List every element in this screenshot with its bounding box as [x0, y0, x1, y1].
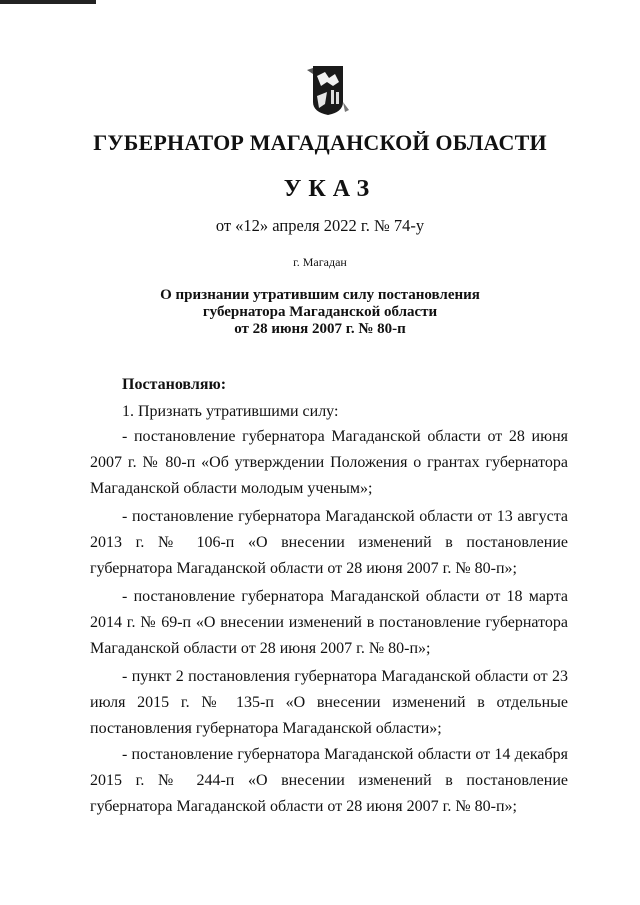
document-type: УКАЗ — [283, 176, 377, 202]
subject-line: О признании утратившим силу постановления — [160, 287, 480, 303]
repealed-item: - постановление губернатора Магаданской области от 14 декабря 2015 г. № 244-п «О внесении изменений в постановление губернатора Магаданской области от 28 июня 2007 г. № 80-п»; — [90, 746, 568, 815]
item-1: 1. Признать утратившими силу: — [122, 403, 339, 420]
repealed-item: - постановление губернатора Магаданской области от 13 августа 2013 г. № 106-п «О внесении изменений в постановление губернатора Магаданской области от 28 июня 2007 г. № 80-п»; — [90, 508, 568, 577]
coat-of-arms-icon — [305, 62, 351, 116]
decree-word: Постановляю: — [122, 376, 227, 393]
subject-line: губернатора Магаданской области — [202, 304, 438, 320]
repealed-item: - постановление губернатора Магаданской области от 28 июня 2007 г. № 80-п «Об утверждении Положения о грантах губернатора Магаданской области молодым ученым»; — [90, 428, 568, 497]
repealed-item: - пункт 2 постановления губернатора Магаданской области от 23 июля 2015 г. № 135-п «О внесении изменений в отдельные постановления губернатора Магаданской области»; — [90, 668, 568, 737]
issuer-heading: ГУБЕРНАТОР МАГАДАНСКОЙ ОБЛАСТИ — [93, 130, 547, 155]
document-subject — [0, 287, 640, 338]
scan-edge-mark — [0, 0, 96, 4]
issue-city: г. Магадан — [293, 255, 347, 269]
repealed-item: - постановление губернатора Магаданской области от 18 марта 2014 г. № 69-п «О внесении изменений в постановление губернатора Магаданской области от 28 июня 2007 г. № 80-п»; — [90, 588, 568, 657]
subject-line: от 28 июня 2007 г. № 80-п — [234, 321, 406, 337]
document-date-number: от «12» апреля 2022 г. № 74-у — [215, 216, 425, 235]
